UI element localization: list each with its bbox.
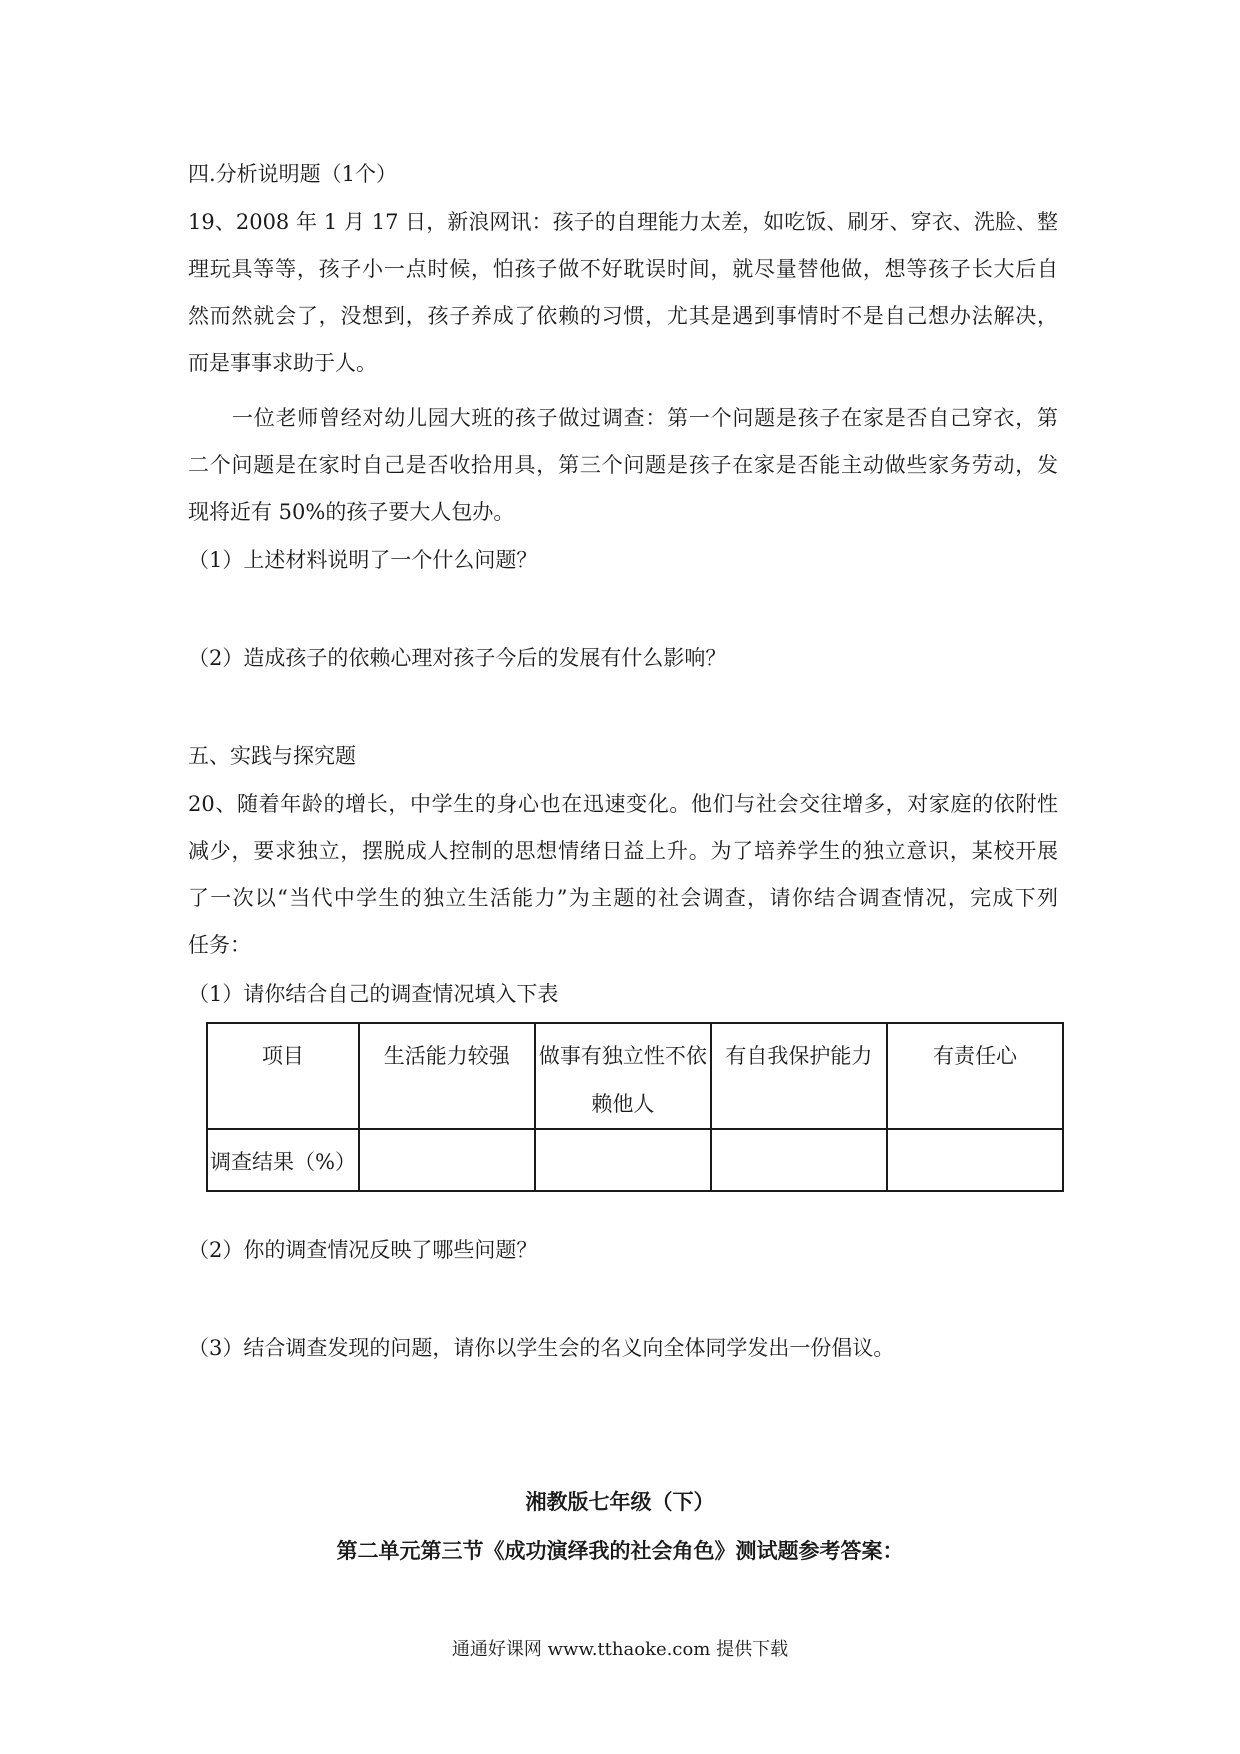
page-footer: 通通好课网 www.tthaoke.com 提供下载 <box>451 1639 789 1660</box>
answer-title-line-1: 湘教版七年级（下） <box>525 1489 715 1514</box>
q19-line: 而是事事求助于人。 <box>188 351 377 375</box>
table-header-cell: 有责任心 <box>887 1023 1063 1129</box>
q19-para2-line: 二个问题是在家时自己是否收拾用具，第三个问题是孩子在家是否能主动做些家务劳动，发 <box>188 453 1058 477</box>
q19-line: 理玩具等等，孩子小一点时候，怕孩子做不好耽误时间，就尽量替他做，想等孩子长大后自 <box>188 257 1058 281</box>
table-answer-cell <box>535 1129 711 1191</box>
table-header-row <box>207 1023 1063 1129</box>
table-row-label: 调查结果（%） <box>207 1129 359 1191</box>
table-header-cell: 生活能力较强 <box>359 1023 535 1129</box>
answer-title-line-2: 第二单元第三节《成功演绎我的社会角色》测试题参考答案： <box>336 1538 904 1563</box>
table-header-cell: 有自我保护能力 <box>711 1023 887 1129</box>
q20-subquestion-1: （1）请你结合自己的调查情况填入下表 <box>188 982 559 1006</box>
q20-line: 任务： <box>188 933 251 957</box>
section-heading-practice: 五、实践与探究题 <box>188 744 356 768</box>
table-answer-cell <box>359 1129 535 1191</box>
q19-subquestion-2: （2）造成孩子的依赖心理对孩子今后的发展有什么影响？ <box>188 646 727 670</box>
q20-line: 减少，要求独立，摆脱成人控制的思想情绪日益上升。为了培养学生的独立意识，某校开展 <box>188 839 1058 863</box>
q20-line: 20、随着年龄的增长，中学生的身心也在迅速变化。他们与社会交往增多，对家庭的依附性 <box>188 792 1058 816</box>
q19-para2-line: 一位老师曾经对幼儿园大班的孩子做过调查：第一个问题是孩子在家是否自己穿衣，第 <box>232 406 1058 430</box>
q19-para2-line: 现将近有 50%的孩子要大人包办。 <box>188 500 515 524</box>
table-row <box>207 1129 1063 1191</box>
q20-line: 了一次以“当代中学生的独立生活能力”为主题的社会调查，请你结合调查情况，完成下列 <box>188 886 1058 910</box>
q20-subquestion-3: （3）结合调查发现的问题，请你以学生会的名义向全体同学发出一份倡议。 <box>188 1336 895 1360</box>
table-header-cell: 项目 <box>207 1023 359 1129</box>
q19-subquestion-1: （1）上述材料说明了一个什么问题？ <box>188 548 538 572</box>
q19-line: 19、2008 年 1 月 17 日，新浪网讯：孩子的自理能力太差，如吃饭、刷牙、穿衣、洗脸、整 <box>188 210 1058 234</box>
table-answer-cell <box>887 1129 1063 1191</box>
q19-line: 然而然就会了，没想到，孩子养成了依赖的习惯，尤其是遇到事情时不是自己想办法解决， <box>188 304 1058 328</box>
table-header-cell: 做事有独立性不依赖他人 <box>535 1023 711 1129</box>
q20-subquestion-2: （2）你的调查情况反映了哪些问题？ <box>188 1238 538 1262</box>
section-heading-analysis: 四.分析说明题（1个） <box>188 162 398 186</box>
table-answer-cell <box>711 1129 887 1191</box>
survey-table <box>206 1022 1064 1192</box>
